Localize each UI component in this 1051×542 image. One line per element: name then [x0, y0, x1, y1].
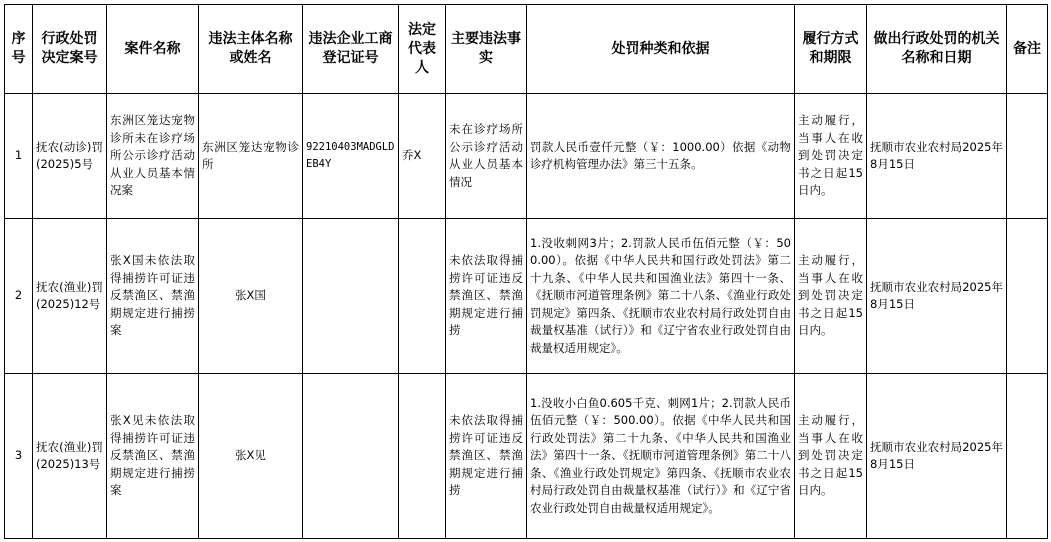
cell-fulfil: 主动履行，当事人在收到处罚决定书之日起15日内。 [795, 219, 867, 374]
cell-remark [1007, 374, 1048, 539]
cell-authority: 抚顺市农业农村局2025年8月15日 [867, 374, 1007, 539]
header-legal-rep: 法定代表人 [399, 5, 446, 94]
cell-penalty: 1.没收刺网3片；2.罚款人民币伍佰元整（￥：500.00）。依据《中华人民共和国行政处罚法》第二十九条、《中华人民共和国渔业法》第四十一条、《抚顺市河道管理条例》第二十八条、《渔业行政处罚规定》第四条、《抚顺市农业农村局行政处罚自由裁量权基准（试行）》和《辽宁省农业行政处罚自由裁量权适用规定》。 [527, 219, 795, 374]
header-party: 违法主体名称或姓名 [199, 5, 303, 94]
cell-penalty: 1.没收小白鱼0.605千克、刺网1片；2.罚款人民币伍佰元整（￥：500.00）。依据《中华人民共和国行政处罚法》第二十九条、《中华人民共和国渔业法》第四十一条、《抚顺市河道管理条例》第二十八条、《渔业行政处罚规定》第四条、《抚顺市农业农村局行政处罚自由裁量权基准（试行）》和《辽宁省农业行政处罚自由裁量权适用规定》。 [527, 374, 795, 539]
cell-seq: 2 [5, 219, 33, 374]
header-seq: 序号 [5, 5, 33, 94]
cell-legal-rep: 乔X [399, 94, 446, 219]
header-fulfil: 履行方式和期限 [795, 5, 867, 94]
cell-case-no: 抚农(渔业)罚(2025)13号 [33, 374, 107, 539]
cell-legal-rep [399, 374, 446, 539]
cell-seq: 3 [5, 374, 33, 539]
cell-party: 东洲区笼达宠物诊所 [199, 94, 303, 219]
cell-legal-rep [399, 219, 446, 374]
cell-fulfil: 主动履行，当事人在收到处罚决定书之日起15日内。 [795, 374, 867, 539]
cell-facts: 未在诊疗场所公示诊疗活动从业人员基本情况 [446, 94, 527, 219]
cell-reg-no [303, 374, 399, 539]
cell-case-name: 东洲区笼达宠物诊所未在诊疗场所公示诊疗活动从业人员基本情况案 [107, 94, 199, 219]
cell-fulfil: 主动履行，当事人在收到处罚决定书之日起15日内。 [795, 94, 867, 219]
cell-case-name: 张X见未依法取得捕捞许可证违反禁渔区、禁渔期规定进行捕捞案 [107, 374, 199, 539]
header-case-no: 行政处罚决定案号 [33, 5, 107, 94]
cell-case-name: 张X国未依法取得捕捞许可证违反禁渔区、禁渔期规定进行捕捞案 [107, 219, 199, 374]
table-row [5, 219, 1048, 374]
cell-authority: 抚顺市农业农村局2025年8月15日 [867, 94, 1007, 219]
cell-authority: 抚顺市农业农村局2025年8月15日 [867, 219, 1007, 374]
cell-penalty: 罚款人民币壹仟元整（￥：1000.00）依据《动物诊疗机构管理办法》第三十五条。 [527, 94, 795, 219]
cell-remark [1007, 219, 1048, 374]
header-case-name: 案件名称 [107, 5, 199, 94]
cell-facts: 未依法取得捕捞许可证违反禁渔区、禁渔期规定进行捕捞 [446, 374, 527, 539]
cell-reg-no: 92210403MADGLDEB4Y [303, 94, 399, 219]
penalty-table [4, 4, 1048, 539]
cell-party: 张X国 [199, 219, 303, 374]
header-row [5, 5, 1048, 94]
cell-seq: 1 [5, 94, 33, 219]
cell-party: 张X见 [199, 374, 303, 539]
header-reg-no: 违法企业工商登记证号 [303, 5, 399, 94]
cell-case-no: 抚农(动诊)罚(2025)5号 [33, 94, 107, 219]
cell-remark [1007, 94, 1048, 219]
header-penalty: 处罚种类和依据 [527, 5, 795, 94]
table-row [5, 374, 1048, 539]
header-facts: 主要违法事实 [446, 5, 527, 94]
cell-reg-no [303, 219, 399, 374]
cell-facts: 未依法取得捕捞许可证违反禁渔区、禁渔期规定进行捕捞 [446, 219, 527, 374]
table-row [5, 94, 1048, 219]
cell-case-no: 抚农(渔业)罚(2025)12号 [33, 219, 107, 374]
header-remark: 备注 [1007, 5, 1048, 94]
header-authority: 做出行政处罚的机关名称和日期 [867, 5, 1007, 94]
